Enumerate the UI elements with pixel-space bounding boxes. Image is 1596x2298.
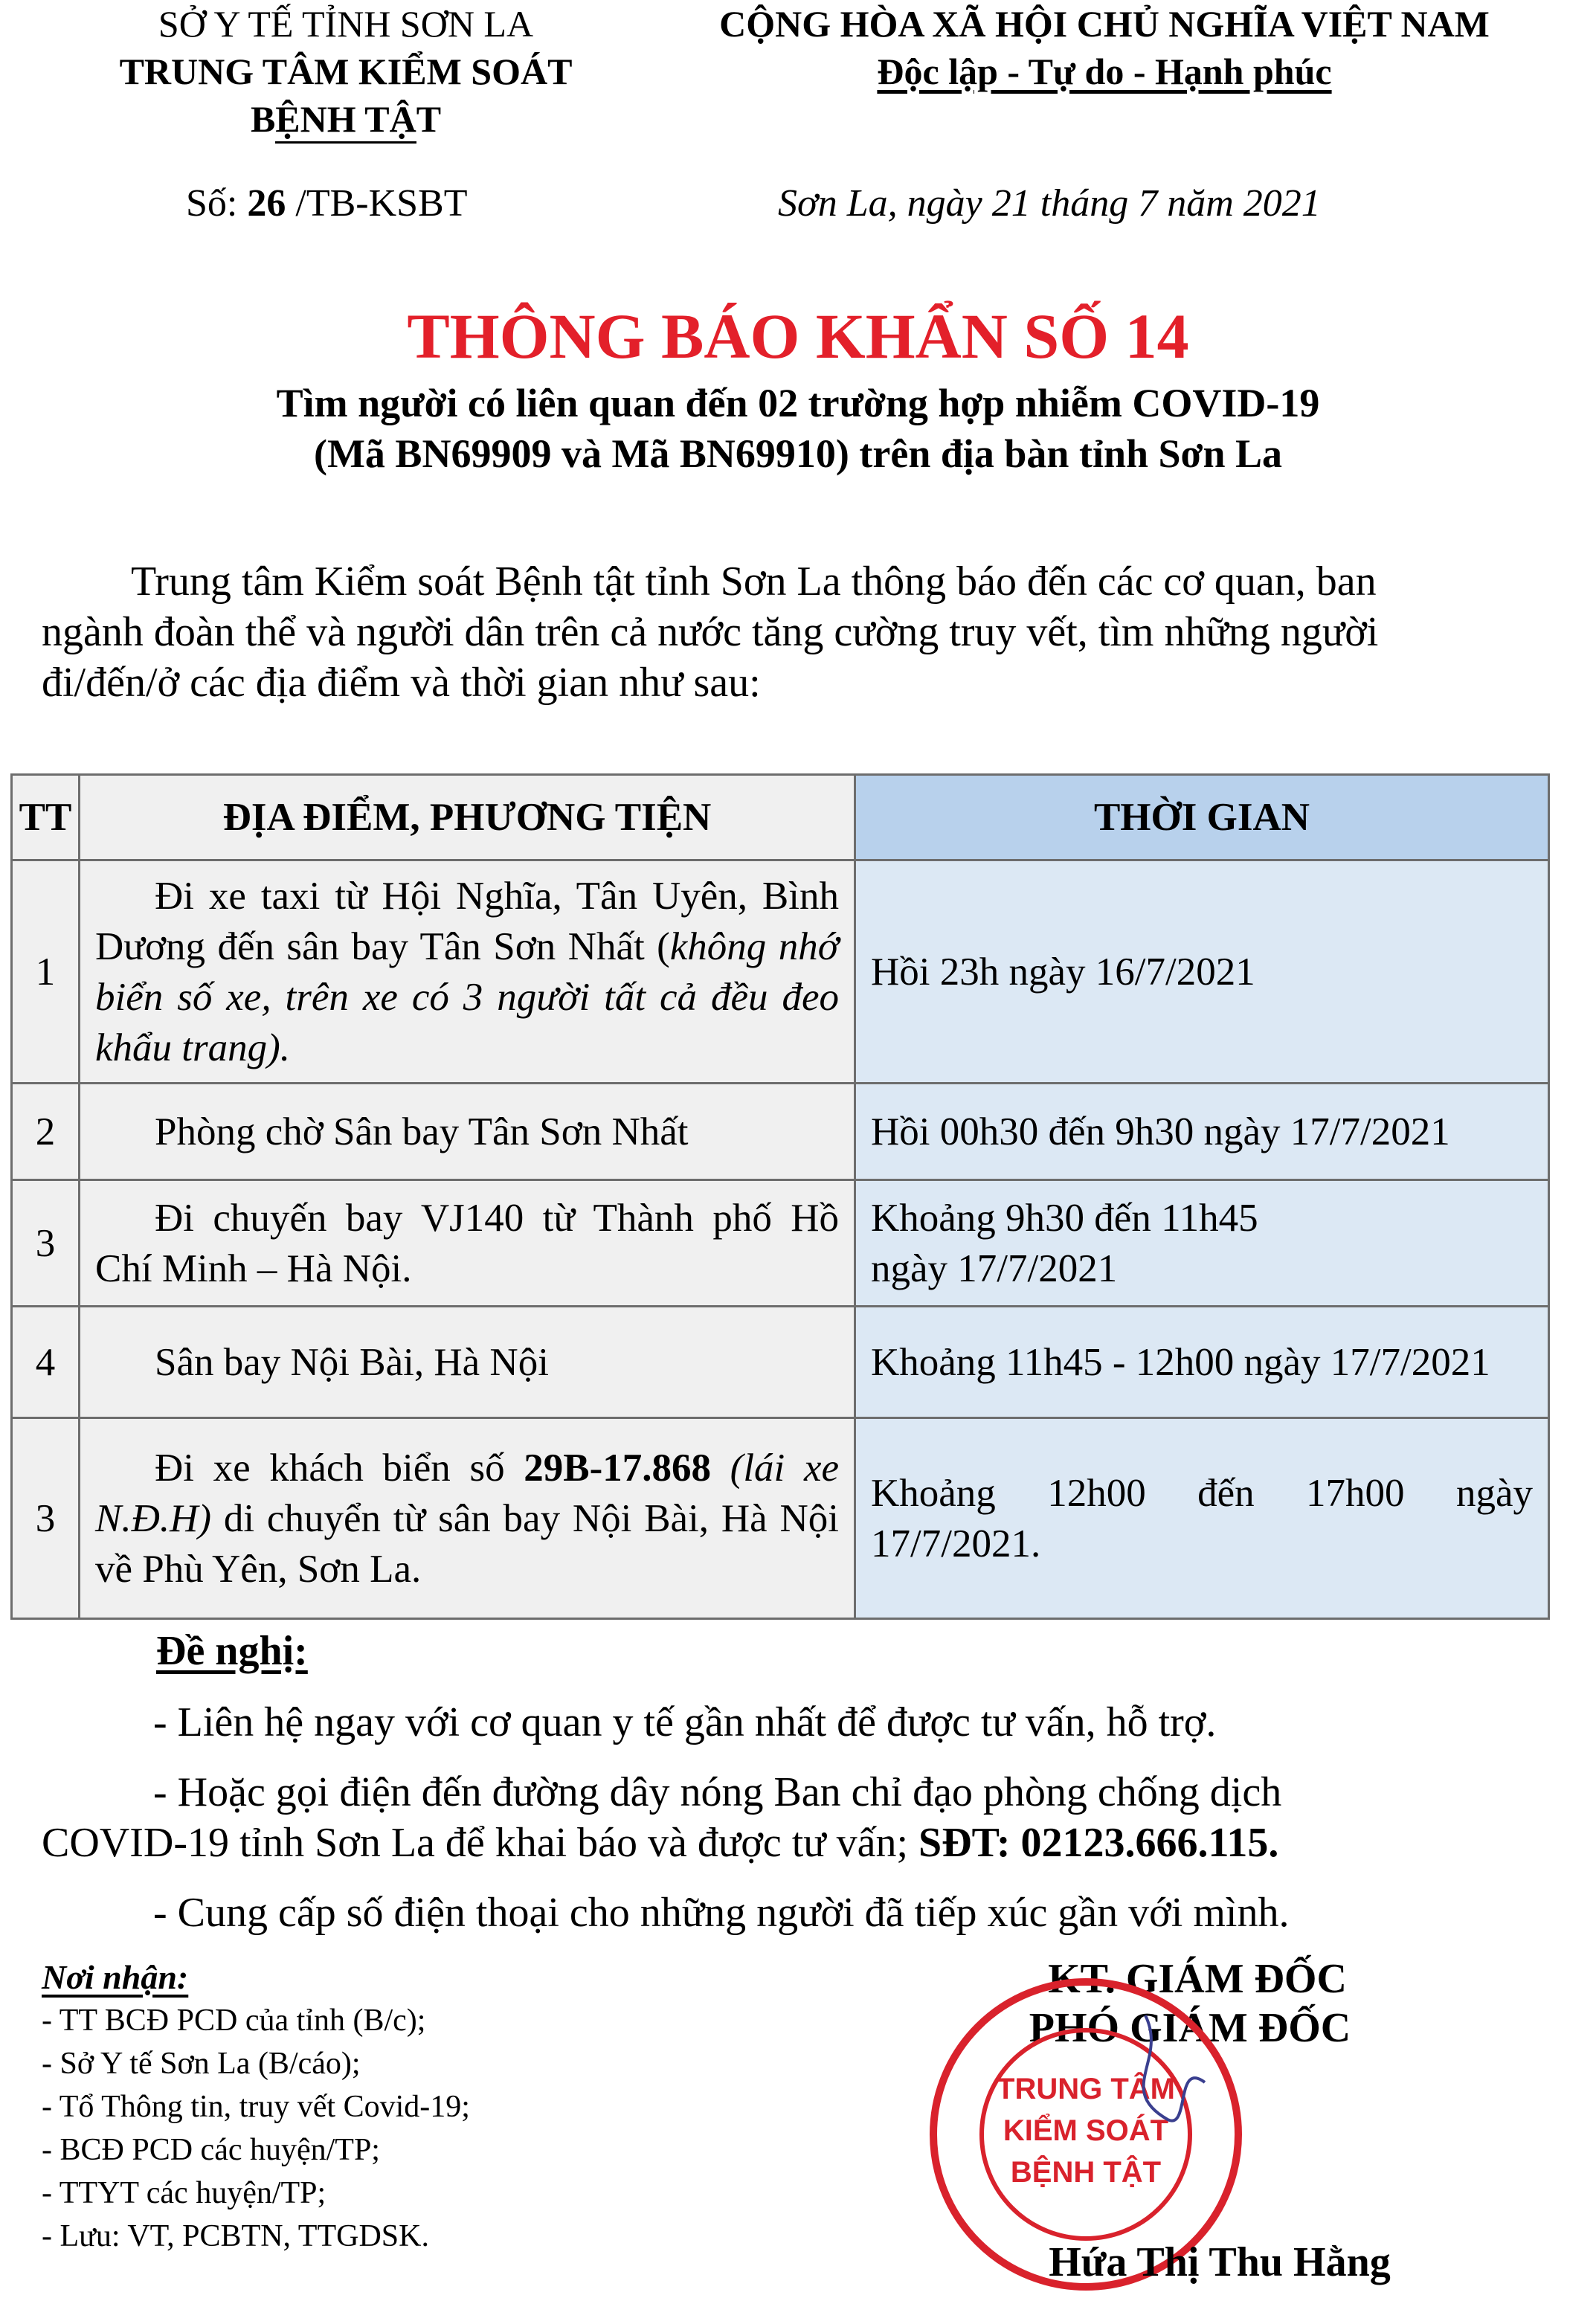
agency-name-line1: TRUNG TÂM KIỂM SOÁT [119,51,573,92]
hotline-number: SĐT: 02123.666.115. [918,1820,1279,1866]
location-text: Đi chuyến bay VJ140 từ Thành phố Hồ Chí Minh – Hà Nội. [95,1196,839,1290]
intro-line2: ngành đoàn thể và người dân trên cả nước tăng cường truy vết, tìm những người [42,609,1379,655]
row-location [80,1084,855,1180]
stamp-text-3: BỆNH TẬT [1010,2156,1162,2189]
subtitle [0,378,1596,479]
document-number [186,181,468,225]
number-value: 26 [247,182,286,225]
table-row [12,1180,1549,1307]
row-number: 4 [12,1307,80,1418]
national-block [647,0,1562,95]
proposal-item-3: - Cung cấp số điện thoại cho những người đã tiếp xúc gần với mình. [153,1890,1290,1936]
signature-line2: PHÓ GIÁM ĐỐC [1029,2005,1351,2051]
national-motto: Độc lập - Tự do - Hạnh phúc [877,51,1332,92]
country-name: CỘNG HÒA XÃ HỘI CHỦ NGHĨA VIỆT NAM [719,3,1490,45]
time-line2: ngày 17/7/2021 [871,1246,1118,1290]
subtitle-line1: Tìm người có liên quan đến 02 trường hợp nhiễm COVID-19 [276,381,1320,425]
recipient-item: - TTYT các huyện/TP; [42,2176,326,2210]
location-text-rest: di chuyển từ sân bay Nội Bài, Hà Nội về Phù Yên, Sơn La. [95,1496,839,1591]
subtitle-line2: (Mã BN69909 và Mã BN69910) trên địa bàn tỉnh Sơn La [313,431,1282,476]
recipient-item: - Sở Y tế Sơn La (B/cáo); [42,2047,361,2081]
recipient-item: - TT BCĐ PCD của tỉnh (B/c); [42,2003,426,2038]
driver-note: (lái xe N.Đ.H) [95,1446,839,1540]
row-number: 1 [12,860,80,1084]
page-title: THÔNG BÁO KHẨN SỐ 14 [407,300,1189,372]
table-row [12,1084,1549,1180]
row-time: Khoảng 11h45 - 12h00 ngày 17/7/2021 [855,1307,1549,1418]
proposal-heading [156,1627,308,1675]
stamp-text-1: TRUNG TÂM [997,2073,1175,2105]
row-location [80,1418,855,1619]
row-number: 2 [12,1084,80,1180]
row-time: Hồi 23h ngày 16/7/2021 [855,860,1549,1084]
document-date: Sơn La, ngày 21 tháng 7 năm 2021 [778,182,1321,225]
location-text: Sân bay Nội Bài, Hà Nội [155,1340,549,1384]
location-text: Đi xe khách biển số [155,1446,524,1490]
proposal-item-2a: - Hoặc gọi điện đến đường dây nóng Ban chỉ đạo phòng chống dịch [153,1769,1282,1815]
proposal-list [42,1697,1514,1938]
row-location [80,860,855,1084]
location-text: Phòng chờ Sân bay Tân Sơn Nhất [155,1110,689,1153]
stamp-text-2: KIỂM SOÁT [1003,2114,1169,2147]
agency-parent: SỞ Y TẾ TỈNH SƠN LA [158,3,534,45]
table-header-row [12,775,1549,860]
agency-block [45,0,647,143]
plate-number: 29B-17.868 [524,1446,712,1490]
table-row [12,860,1549,1084]
proposal-heading-text: Đề nghị: [156,1628,308,1674]
agency-name-line2: BỆNH TẬT [250,98,442,140]
agency-divider [275,141,416,144]
intro-line1: Trung tâm Kiểm soát Bệnh tật tỉnh Sơn La thông báo đến các cơ quan, ban [131,559,1377,605]
recipient-item: - Lưu: VT, PCBTN, TTGDSK. [42,2219,429,2253]
row-time: Khoảng 12h00 đến 17h00 ngày 17/7/2021. [855,1418,1549,1619]
proposal-item-2b [42,1818,1514,1868]
recipient-item: - BCĐ PCD các huyện/TP; [42,2133,380,2167]
location-note: không nhớ biển số xe, trên xe có 3 người tất cả đều đeo khẩu trang). [95,924,840,1069]
recipients-block [42,1956,470,2258]
number-suffix: /TB-KSBT [295,182,468,225]
recipients-heading: Nơi nhận: [42,1958,189,1996]
location-text: Đi xe taxi từ Hội Nghĩa, Tân Uyên, Bình Dương đến sân bay Tân Sơn Nhất ( [95,874,839,968]
recipient-item: - Tổ Thông tin, truy vết Covid-19; [42,2090,470,2124]
header-location: ĐỊA ĐIỂM, PHƯƠNG TIỆN [80,775,855,860]
row-time [855,1180,1549,1307]
row-number: 3 [12,1180,80,1307]
time-line1: Khoảng 9h30 đến 11h45 [871,1196,1258,1240]
header-time: THỜI GIAN [855,775,1549,860]
signer-name: Hứa Thị Thu Hằng [1049,2239,1391,2285]
locations-table [10,773,1550,1620]
table-row [12,1418,1549,1619]
row-number: 3 [12,1418,80,1619]
intro-paragraph [42,556,1514,708]
row-location [80,1307,855,1418]
proposal-item-2b-text: COVID-19 tỉnh Sơn La để khai báo và được tư vấn; [42,1820,919,1866]
number-prefix: Số: [186,182,238,225]
signature-line1: KT. GIÁM ĐỐC [1048,1956,1347,2002]
intro-line3: đi/đến/ở các địa điểm và thời gian như sau: [42,660,761,706]
proposal-item-1: - Liên hệ ngay với cơ quan y tế gần nhất để được tư vấn, hỗ trợ. [153,1699,1217,1745]
row-time: Hồi 00h30 đến 9h30 ngày 17/7/2021 [855,1084,1549,1180]
table-row [12,1307,1549,1418]
row-location [80,1180,855,1307]
header-tt: TT [12,775,80,860]
